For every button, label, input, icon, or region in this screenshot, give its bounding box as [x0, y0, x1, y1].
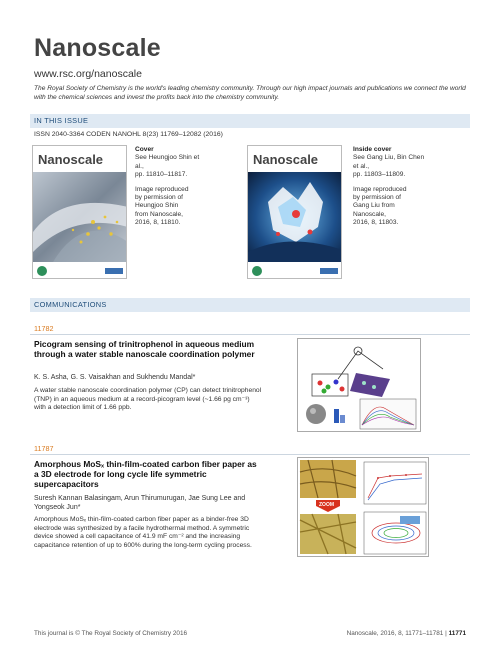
zoom-label: ZOOM [319, 502, 334, 508]
cover-pages[interactable]: pp. 11803–11809. [353, 171, 406, 179]
article-authors: K. S. Asha, G. S. Vaisakhan and Sukhendu Mandal* [34, 374, 196, 381]
journal-title: Nanoscale [34, 34, 161, 62]
toc-graphic [297, 338, 421, 432]
cover-description [135, 146, 207, 228]
inside-cover-image [247, 145, 342, 279]
article-authors: Suresh Kannan Balasingam, Arun Thirumurugan, Jae Sung Lee and Yongseok Jun* [34, 495, 246, 511]
article-divider [30, 334, 470, 335]
cover-credit-line: by permission of [353, 194, 402, 202]
rsc-logo-icon [248, 262, 342, 279]
cover-label: Inside cover [353, 146, 392, 153]
toc-graphic-art [298, 339, 421, 432]
article-title[interactable]: Picogram sensing of trinitrophenol in aqueous medium through a water stable nanoscale coordination polymer [34, 339, 255, 360]
footer-page-number: 11771 [448, 630, 466, 637]
cover-credit-line: Gang Liu from [353, 202, 395, 210]
footer-citation: Nanoscale, 2016, 8, 11771–11781 | 11771 [346, 630, 466, 637]
rsc-logo-icon [33, 262, 127, 279]
issn-line: ISSN 2040-3364 CODEN NANOHL 8(23) 11769–12082 (2016) [34, 131, 223, 138]
journal-url[interactable]: www.rsc.org/nanoscale [34, 68, 142, 80]
article-abstract: Amorphous MoSₓ thin-film-coated carbon fiber paper as a binder-free 3D electrode was synthesized by a facile hydrothermal method. A symmetric device showed a cell capacitance of 41.9 mF cm⁻² and the increasing capacitance retention of up to 600% during the long-term cycling process. [34, 516, 252, 549]
journal-tagline: The Royal Society of Chemistry is the world's leading chemistry community. Through our high impact journals and publications we connect the world with the chemical sciences and invest the profits back into the chemistry community. [34, 85, 466, 101]
cover-credit-line: Image reproduced [353, 185, 407, 193]
cover-authors: See Heungjoo Shin et al., [135, 154, 200, 170]
article-divider [30, 454, 470, 455]
section-label: IN THIS ISSUE [34, 116, 89, 125]
cover-label: Cover [135, 146, 154, 153]
footer-citation-text: Nanoscale, 2016, 8, 11771–11781 [346, 630, 444, 637]
cover-credit-line: Image reproduced [135, 185, 189, 193]
section-label: COMMUNICATIONS [34, 300, 107, 309]
cover-brand: Nanoscale [38, 152, 104, 167]
section-band-communications [30, 298, 470, 312]
article-title[interactable]: Amorphous MoSₓ thin-film-coated carbon fiber paper as a 3D electrode for long cycle life symmetric supercapacitors [34, 459, 257, 490]
cover-credit-line: by permission of [135, 194, 184, 202]
cover-credit-line: Heungjoo Shin [135, 202, 179, 210]
inside-cover-description [353, 146, 425, 228]
cover-art [33, 172, 127, 262]
cover-credit-line: 2016, 8, 11803. [353, 219, 399, 227]
toc-graphic-art [298, 458, 429, 557]
cover-authors: See Gang Liu, Bin Chen et al., [353, 154, 425, 170]
cover-art [248, 172, 342, 262]
cover-credit-line: Nanoscale, [353, 210, 386, 218]
cover-credit-line: from Nanoscale, [135, 210, 184, 218]
cover-footer [33, 262, 127, 279]
cover-footer [248, 262, 342, 279]
cover-credit-line: 2016, 8, 11810. [135, 219, 181, 227]
article-page-number[interactable]: 11787 [34, 444, 54, 453]
cover-image [32, 145, 127, 279]
section-band-in-this-issue [30, 114, 470, 128]
article-page-number[interactable]: 11782 [34, 324, 54, 333]
cover-brand: Nanoscale [253, 152, 319, 167]
footer-copyright: This journal is © The Royal Society of Chemistry 2016 [34, 630, 188, 637]
cover-pages[interactable]: pp. 11810–11817. [135, 171, 188, 179]
article-abstract: A water stable nanoscale coordination polymer (CP) can detect trinitrophenol (TNP) in an aqueous medium at a record-picogram level (~1.66 pg cm⁻³) with a detection limit of 1.66 ppb. [34, 387, 262, 412]
toc-graphic [297, 457, 429, 557]
